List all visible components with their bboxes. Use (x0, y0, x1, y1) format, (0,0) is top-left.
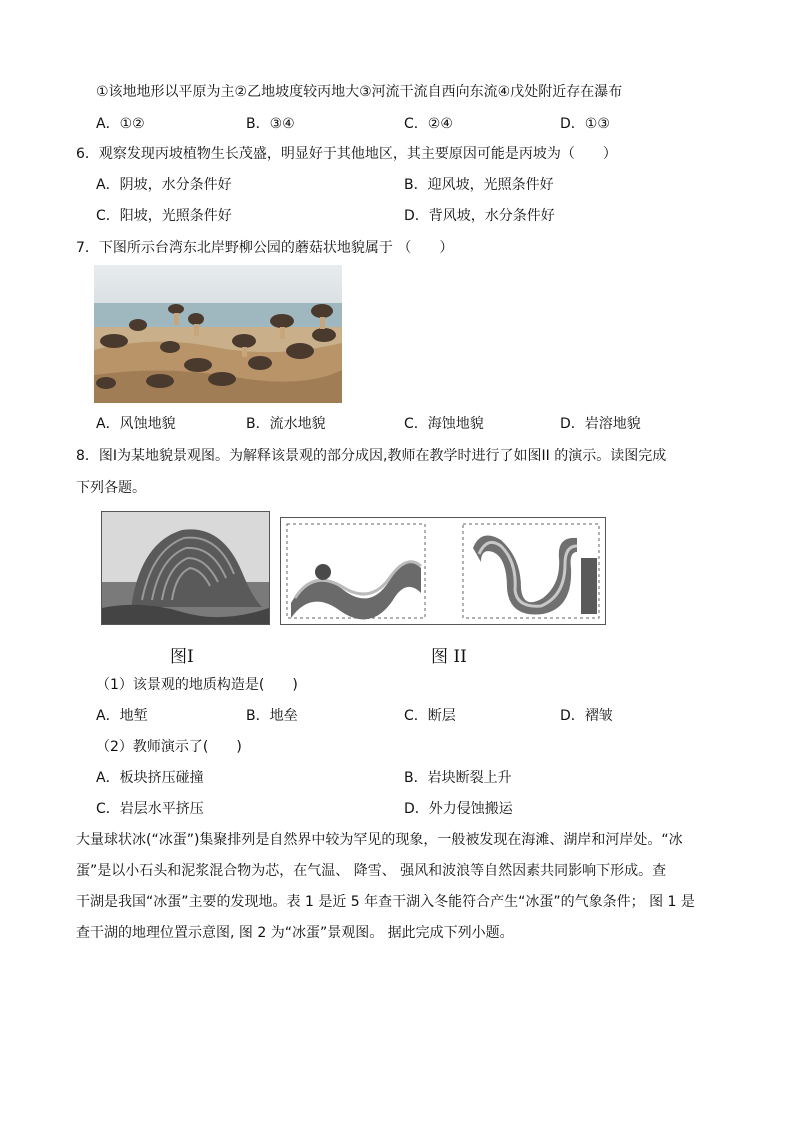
passage-line-3: 干湖是我国“冰蛋”主要的发现地。表 1 是近 5 年查干湖入冬能符合产生“冰蛋”的气象条件； 图 1 是 (76, 894, 695, 910)
q5-statement: ①该地地形以平原为主②乙地坡度较丙地大③河流干流自西向东流④戊处附近存在瀑布 (96, 84, 623, 100)
q5-option-d: D．①③ (560, 116, 610, 132)
q8-sub1-option-b: B．地垒 (246, 708, 298, 724)
q8-stem-line2: 下列各题。 (76, 480, 146, 496)
mushroom-rock-photo (94, 265, 342, 403)
passage-line-2: 蛋”是以小石头和泥浆混合物为芯，在气温、 降雪、 强风和波浪等自然因素共同影响下形成。查 (76, 863, 667, 879)
figure-1-fold-photo (101, 511, 270, 625)
q8-sub2-stem: （2）教师演示了( ) (96, 739, 242, 755)
q7-option-b: B．流水地貌 (246, 416, 326, 432)
passage-line-1: 大量球状冰(“冰蛋”)集聚排列是自然界中较为罕见的现象，一般被发现在海滩、湖岸和河岸处。“冰 (76, 832, 683, 848)
q6-option-d: D．背风坡，水分条件好 (404, 208, 555, 224)
q8-sub1-option-c: C．断层 (404, 708, 456, 724)
q8-sub2-option-c: C．岩层水平挤压 (96, 801, 204, 817)
figure-2-demo-photos (280, 517, 606, 625)
q8-sub1-stem: （1）该景观的地质构造是( ) (96, 677, 298, 693)
q6-option-a: A．阴坡，水分条件好 (96, 177, 232, 193)
q7-stem: 7．下图所示台湾东北岸野柳公园的蘑菇状地貌属于 （ ） (76, 240, 454, 256)
q8-sub2-option-a: A．板块挤压碰撞 (96, 770, 204, 786)
q8-sub1-option-a: A．地堑 (96, 708, 148, 724)
q8-sub2-option-d: D．外力侵蚀搬运 (404, 801, 513, 817)
figure-1-caption: 图Ⅰ (170, 647, 194, 667)
q8-stem-line1: 8．图Ⅰ为某地貌景观图。为解释该景观的部分成因,教师在教学时进行了如图II 的演示。读图完成 (76, 448, 667, 464)
q7-option-a: A．风蚀地貌 (96, 416, 176, 432)
q6-option-b: B．迎风坡，光照条件好 (404, 177, 554, 193)
figure-2-caption: 图 II (431, 647, 467, 667)
passage-line-4: 查干湖的地理位置示意图, 图 2 为“冰蛋”景观图。 据此完成下列小题。 (76, 925, 514, 941)
q8-sub1-option-d: D．褶皱 (560, 708, 613, 724)
q5-option-b: B．③④ (246, 116, 295, 132)
q5-option-c: C．②④ (404, 116, 453, 132)
q8-sub2-option-b: B．岩块断裂上升 (404, 770, 512, 786)
q7-option-c: C．海蚀地貌 (404, 416, 484, 432)
q7-option-d: D．岩溶地貌 (560, 416, 641, 432)
q6-stem: 6．观察发现丙坡植物生长茂盛，明显好于其他地区，其主要原因可能是丙坡为（ ） (76, 146, 617, 162)
q5-option-a: A．①② (96, 116, 145, 132)
q6-option-c: C．阳坡，光照条件好 (96, 208, 232, 224)
